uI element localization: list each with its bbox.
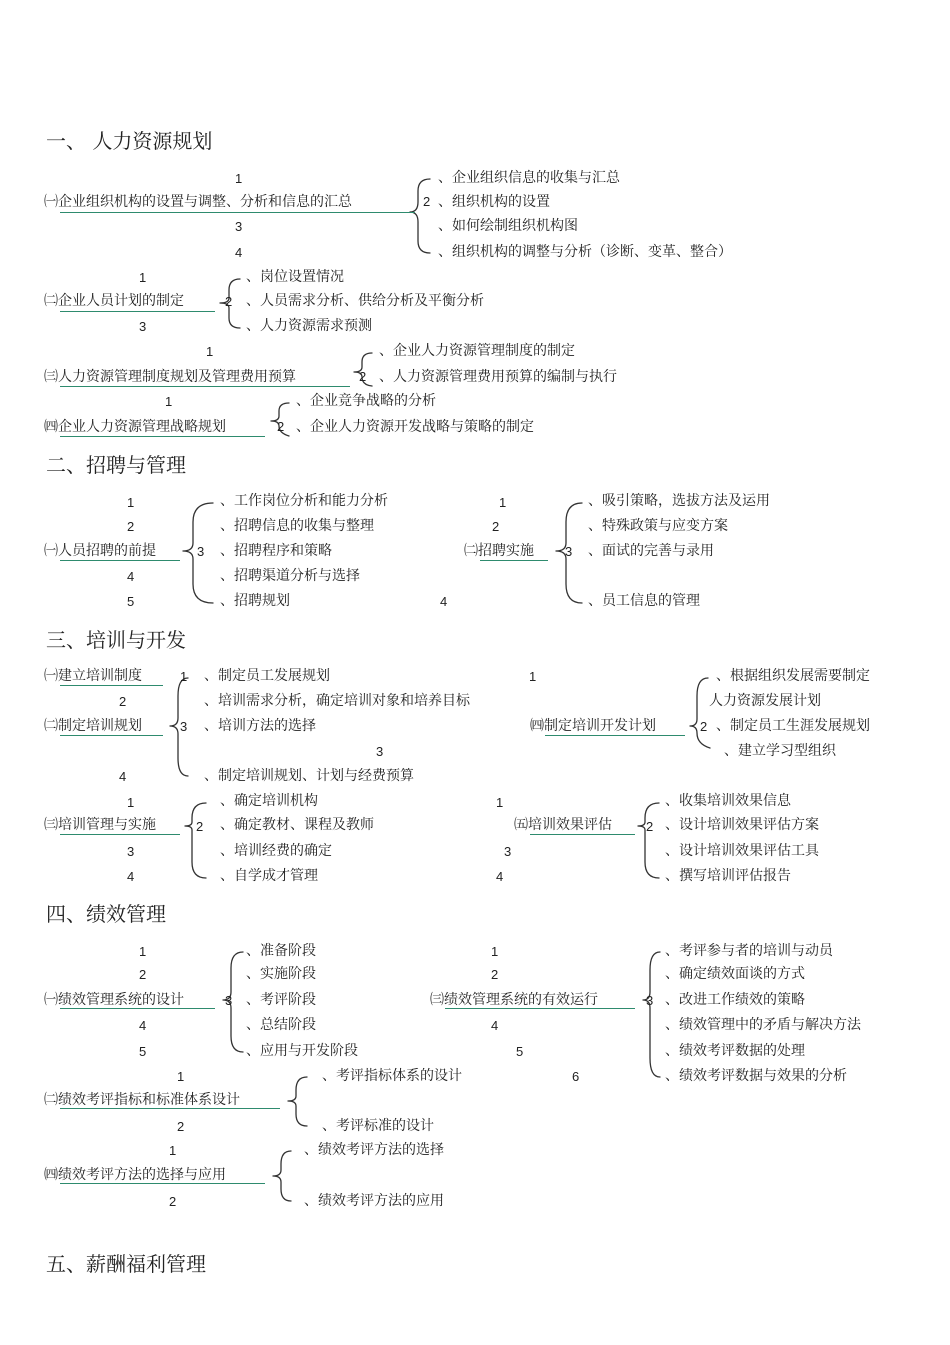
item-number: 1 [529,669,537,684]
list-item: 、建立学习型组织 [724,743,836,759]
brace [288,1077,307,1126]
list-item: 、人员需求分析、供给分析及平衡分析 [246,293,484,309]
item-number: 1 [139,944,147,959]
list-item: 、企业人力资源开发战略与策略的制定 [296,419,534,435]
list-item: 、人力资源需求预测 [246,318,372,334]
item-number: 2 [119,694,127,709]
item-number: 4 [235,245,243,260]
item-number: 1 [491,944,499,959]
item-number: 1 [127,795,135,810]
list-item: 、面试的完善与录用 [588,543,714,559]
list-item: 、确定教材、课程及教师 [220,817,374,833]
list-item: 、确定绩效面谈的方式 [665,966,805,982]
item-number: 2 [491,967,499,982]
item-number: 2 [492,519,500,534]
group-title: ㈠绩效管理系统的设计 [44,992,184,1008]
list-item: 、自学成才管理 [220,868,318,884]
brace [643,952,660,1077]
item-number: 1 [206,344,214,359]
list-item: 、考评标准的设计 [322,1118,434,1134]
brace [410,179,430,253]
item-number: 3 [235,219,243,234]
group-title: ㈡制定培训规划 [44,718,142,734]
list-item: 、制定培训规划、计划与经费预算 [204,768,414,784]
list-item: 、设计培训效果评估工具 [665,843,819,859]
list-item: 、绩效考评数据的处理 [665,1043,805,1059]
item-number: 3 [197,544,205,559]
list-item: 、撰写培训评估报告 [665,868,791,884]
group-title: ㈠企业组织机构的设置与调整、分析和信息的汇总 [44,194,352,210]
item-number: 1 [180,669,188,684]
section-heading: 一、 人力资源规划 [46,129,213,153]
group-title: ㈢绩效管理系统的有效运行 [430,992,598,1008]
item-number: 1 [235,171,243,186]
item-number: 2 [169,1194,177,1209]
list-item: 、确定培训机构 [220,793,318,809]
item-number: 2 [700,719,708,734]
item-number: 2 [646,819,654,834]
item-number: 2 [225,294,233,309]
list-item: 、岗位设置情况 [246,269,344,285]
list-item: 、员工信息的管理 [588,593,700,609]
item-number: 4 [491,1018,499,1033]
item-number: 1 [499,495,507,510]
group-title: ㈡绩效考评指标和标准体系设计 [44,1092,240,1108]
brace [638,803,659,878]
item-number: 3 [127,844,135,859]
item-number: 3 [180,719,188,734]
group-title: ㈢培训管理与实施 [44,817,156,833]
item-number: 4 [496,869,504,884]
item-number: 3 [376,744,384,759]
group-title: ㈢人力资源管理制度规划及管理费用预算 [44,369,296,385]
item-number: 2 [127,519,135,534]
item-number: 1 [169,1143,177,1158]
group-title: ㈠人员招聘的前提 [44,543,156,559]
section-heading: 五、薪酬福利管理 [46,1252,206,1276]
item-number: 2 [359,369,367,384]
section-heading: 二、招聘与管理 [46,453,186,477]
list-item: 、如何绘制组织机构图 [438,218,578,234]
section-heading: 四、绩效管理 [46,902,166,926]
section-heading: 三、培训与开发 [46,628,186,652]
group-title: ㈡企业人员计划的制定 [44,293,184,309]
list-item: 、招聘规划 [220,593,290,609]
group-title: ㈣制定培训开发计划 [530,718,656,734]
list-item: 、人力资源管理费用预算的编制与执行 [379,369,617,385]
item-number: 4 [127,569,135,584]
item-number: 2 [277,419,285,434]
list-item: 、根据组织发展需要制定 [716,668,870,684]
item-number: 2 [177,1119,185,1134]
list-item: 、吸引策略，选拔方法及运用 [588,493,770,509]
list-item: 、改进工作绩效的策略 [665,992,805,1008]
group-title: ㈣企业人力资源管理战略规划 [44,419,226,435]
list-item: 、特殊政策与应变方案 [588,518,728,534]
item-number: 1 [177,1069,185,1084]
item-number: 2 [196,819,204,834]
list-item: 、收集培训效果信息 [665,793,791,809]
item-number: 4 [127,869,135,884]
group-title: ㈤培训效果评估 [514,817,612,833]
title-underline [60,386,350,387]
item-number: 4 [139,1018,147,1033]
list-item: 、培训方法的选择 [204,718,316,734]
title-underline [60,311,215,312]
title-underline [545,735,685,736]
title-underline [60,685,163,686]
brace [690,678,710,748]
list-item: 、招聘程序和策略 [220,543,332,559]
brace [185,803,206,878]
item-number: 1 [139,270,147,285]
brace [273,1151,291,1201]
item-number: 4 [440,594,448,609]
list-item: 、企业组织信息的收集与汇总 [438,170,620,186]
list-item: 、制定员工生涯发展规划 [716,718,870,734]
title-underline [60,436,265,437]
list-item: 、考评指标体系的设计 [322,1068,462,1084]
item-number: 3 [565,544,573,559]
list-item: 、企业人力资源管理制度的制定 [379,343,575,359]
list-item: 、应用与开发阶段 [246,1043,358,1059]
list-item: 、绩效考评方法的选择 [304,1142,444,1158]
item-number: 5 [139,1044,147,1059]
title-underline [60,735,163,736]
item-number: 5 [127,594,135,609]
list-item: 、组织机构的设置 [438,194,550,210]
item-number: 1 [127,495,135,510]
item-number: 3 [504,844,512,859]
list-item: 、制定员工发展规划 [204,668,330,684]
group-title: ㈣绩效考评方法的选择与应用 [44,1167,226,1183]
item-number: 1 [496,795,504,810]
list-item: 、培训经费的确定 [220,843,332,859]
list-item: 、考评参与者的培训与动员 [665,943,833,959]
list-item: 、绩效考评方法的应用 [304,1193,444,1209]
item-number: 3 [225,993,233,1008]
list-item: 、设计培训效果评估方案 [665,817,819,833]
list-item: 、总结阶段 [246,1017,316,1033]
list-item: 、工作岗位分析和能力分析 [220,493,388,509]
item-number: 4 [119,769,127,784]
list-item: 、培训需求分析，确定培训对象和培养目标 [204,693,470,709]
list-item: 、招聘渠道分析与选择 [220,568,360,584]
list-item: 人力资源发展计划 [709,693,821,709]
title-underline [60,560,180,561]
list-item: 、招聘信息的收集与整理 [220,518,374,534]
list-item: 、绩效考评数据与效果的分析 [665,1068,847,1084]
title-underline [530,834,635,835]
list-item: 、绩效管理中的矛盾与解决方法 [665,1017,861,1033]
title-underline [60,834,180,835]
item-number: 2 [139,967,147,982]
list-item: 、准备阶段 [246,943,316,959]
list-item: 、组织机构的调整与分析（诊断、变革、整合） [438,244,732,260]
list-item: 、考评阶段 [246,992,316,1008]
item-number: 2 [423,194,431,209]
title-underline [480,560,548,561]
title-underline [60,212,415,213]
group-title: ㈠建立培训制度 [44,668,142,684]
list-item: 、企业竞争战略的分析 [296,393,436,409]
group-title: ㈡招聘实施 [464,543,534,559]
list-item: 、实施阶段 [246,966,316,982]
item-number: 3 [139,319,147,334]
item-number: 5 [516,1044,524,1059]
item-number: 3 [646,993,654,1008]
item-number: 1 [165,394,173,409]
item-number: 6 [572,1069,580,1084]
